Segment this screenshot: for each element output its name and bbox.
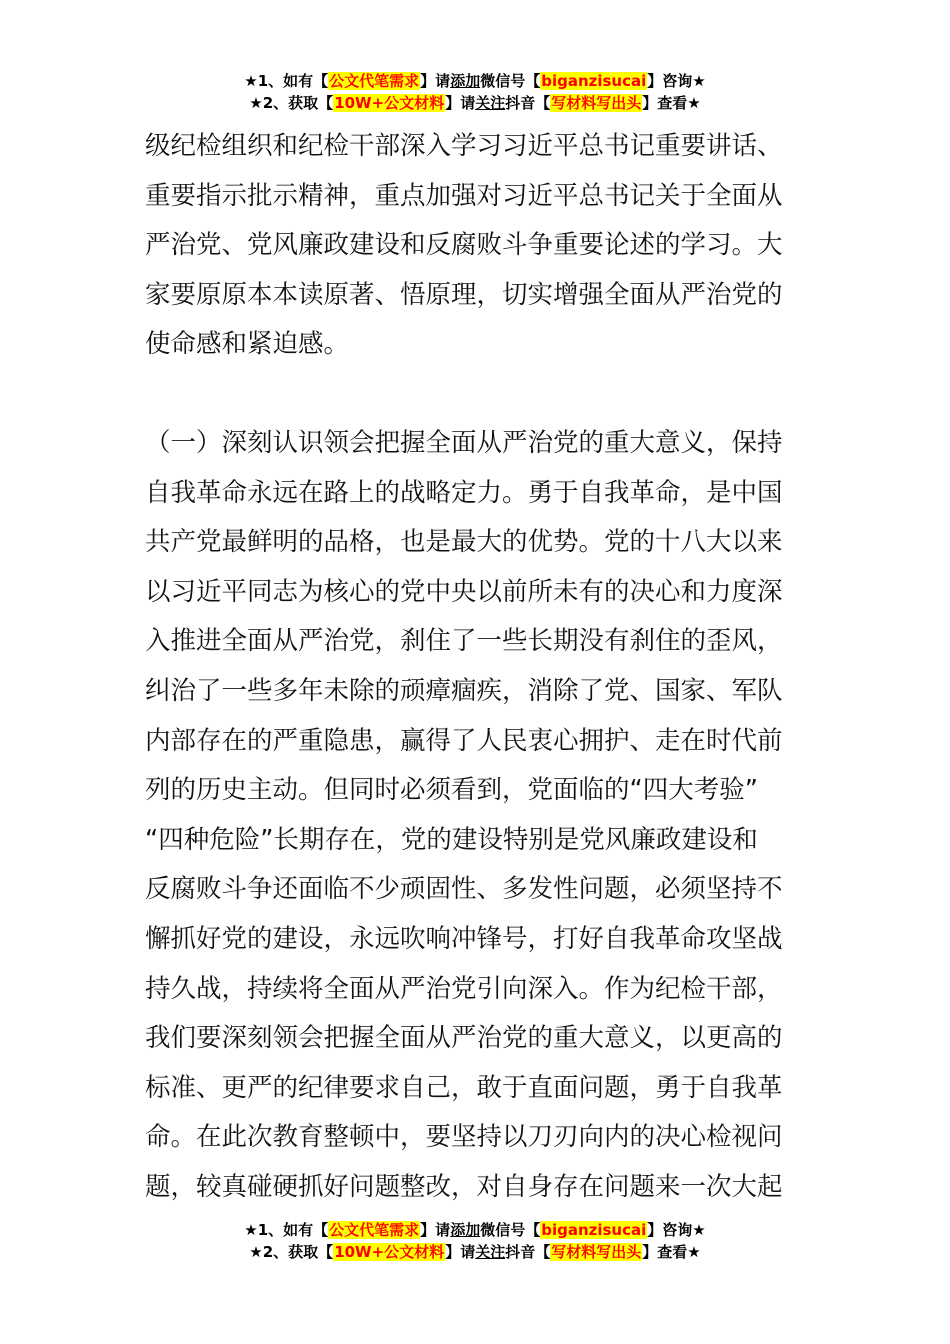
banner-text: ★2、获取【 [249,94,334,112]
banner-text: 微信号【 [480,72,541,90]
text-line: 懈抓好党的建设，永远吹响冲锋号，打好自我革命攻坚战 [145,923,783,954]
text-line: 使命感和紧迫感。 [145,329,350,360]
text-line: 共产党最鲜明的品格，也是最大的优势。党的十八大以来 [145,527,783,558]
underlined-add: 添加 [450,1221,481,1239]
banner-text: 】请 [420,1221,451,1239]
banner-text: ★1、如有【 [244,1221,329,1239]
text-line: 自我革命永远在路上的战略定力。勇于自我革命，是中国 [145,477,783,508]
banner-text: 微信号【 [480,1221,541,1239]
banner-line-1 [0,1219,950,1241]
banner-line-2 [0,92,950,114]
text-line: 反腐败斗争还面临不少顽固性、多发性问题，必须坚持不 [145,874,783,905]
banner-text: 】咨询★ [647,72,706,90]
highlight-douyin-account: 写材料写出头 [551,1243,642,1261]
banner-text: 】请 [445,1243,476,1261]
footer-banner [0,1219,950,1263]
paragraph-1 [145,122,807,370]
banner-text: ★1、如有【 [244,72,329,90]
text-line: 重要指示批示精神，重点加强对习近平总书记关于全面从 [145,180,783,211]
banner-line-1 [0,70,950,92]
highlight-materials: 10W+公文材料 [334,1243,445,1261]
paragraph-2 [145,419,807,1213]
text-line: 标准、更严的纪律要求自己，敢于直面问题，勇于自我革 [145,1072,783,1103]
text-line: 级纪检组织和纪检干部深入学习习近平总书记重要讲话、 [145,131,783,161]
highlight-materials: 10W+公文材料 [334,94,445,112]
underlined-follow: 关注 [475,1243,506,1261]
banner-text: 抖音【 [505,94,551,112]
highlight-wechat-id: biganzisucai [541,72,647,90]
banner-text: 】请 [420,72,451,90]
text-line: 题，较真碰硬抓好问题整改，对自身存在问题来一次大起 [145,1171,783,1202]
text-line: 家要原原本本读原著、悟原理，切实增强全面从严治党的 [145,279,783,310]
banner-text: 】咨询★ [647,1221,706,1239]
highlight-wechat-id: biganzisucai [541,1221,647,1239]
underlined-follow: 关注 [475,94,506,112]
text-line: 持久战，持续将全面从严治党引向深入。作为纪检干部， [145,973,783,1004]
highlight-ghostwriting: 公文代笔需求 [329,72,420,90]
text-line: （一）深刻认识领会把握全面从严治党的重大意义，保持 [145,428,783,458]
text-line: 我们要深刻领会把握全面从严治党的重大意义，以更高的 [145,1023,783,1054]
text-line: 严治党、党风廉政建设和反腐败斗争重要论述的学习。大 [145,230,783,261]
text-line: 列的历史主动。但同时必须看到，党面临的“四大考验” [145,775,758,806]
banner-text: ★2、获取【 [249,1243,334,1261]
highlight-douyin-account: 写材料写出头 [551,94,642,112]
header-banner [0,70,950,114]
text-line: “四种危险”长期存在，党的建设特别是党风廉政建设和 [145,824,758,855]
text-line: 命。在此次教育整顿中，要坚持以刀刃向内的决心检视问 [145,1122,783,1153]
text-line: 内部存在的严重隐患，赢得了人民衷心拥护、走在时代前 [145,725,783,756]
text-line: 纠治了一些多年未除的顽瘴痼疾，消除了党、国家、军队 [145,675,783,706]
text-line: 以习近平同志为核心的党中央以前所未有的决心和力度深 [145,576,783,607]
banner-text: 】请 [445,94,476,112]
underlined-add: 添加 [450,72,481,90]
banner-text: 】查看★ [642,1243,701,1261]
highlight-ghostwriting: 公文代笔需求 [329,1221,420,1239]
banner-text: 】查看★ [642,94,701,112]
banner-text: 抖音【 [505,1243,551,1261]
banner-line-2 [0,1241,950,1263]
text-line: 入推进全面从严治党，刹住了一些长期没有刹住的歪风， [145,626,783,657]
